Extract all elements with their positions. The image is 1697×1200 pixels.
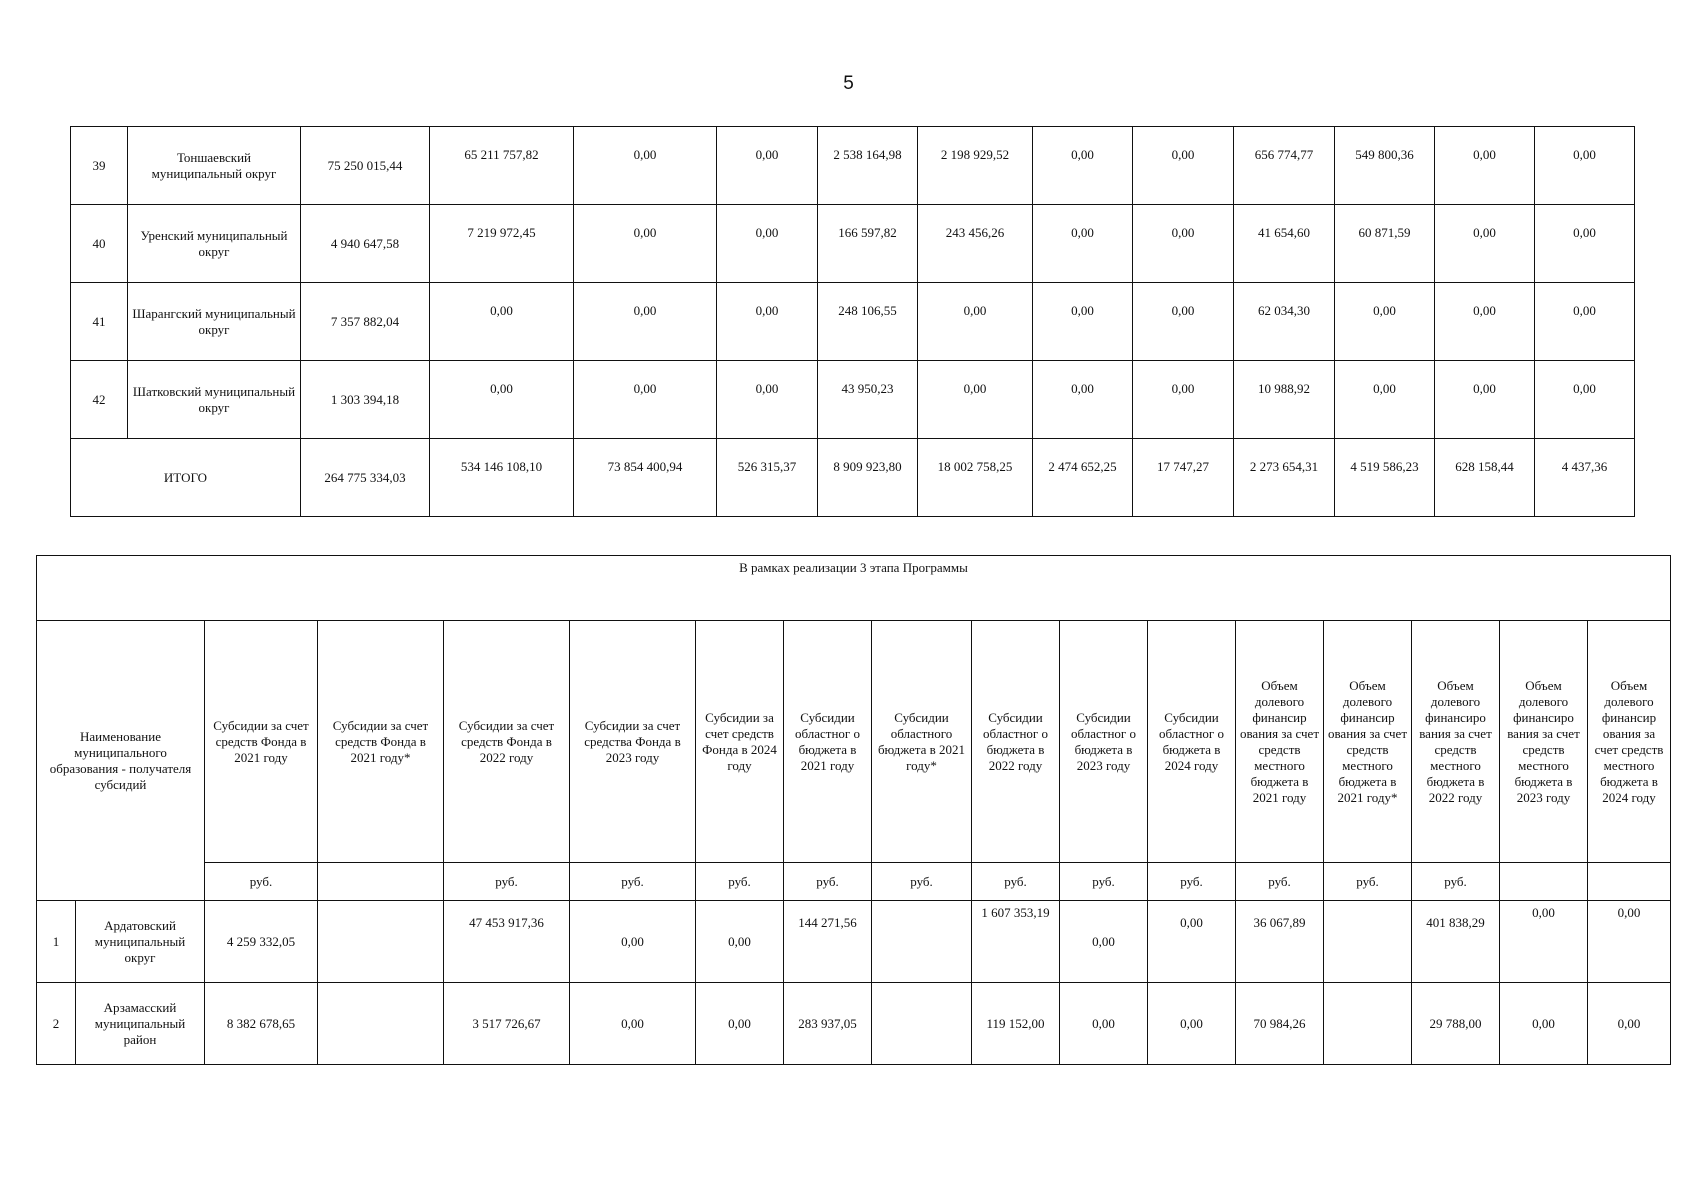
row-number: 1 — [37, 901, 76, 983]
municipality-name: Шатковский муниципальный округ — [128, 361, 301, 439]
total-value-cell: 18 002 758,25 — [918, 439, 1033, 517]
value-cell: 0,00 — [430, 283, 574, 361]
value-cell: 0,00 — [1500, 901, 1588, 983]
municipality-name: Тоншаевский муниципальный округ — [128, 127, 301, 205]
value-cell: 62 034,30 — [1234, 283, 1335, 361]
total-value-cell: 73 854 400,94 — [574, 439, 717, 517]
value-cell: 41 654,60 — [1234, 205, 1335, 283]
value-cell: 70 984,26 — [1236, 983, 1324, 1065]
value-cell: 0,00 — [1335, 283, 1435, 361]
value-cell: 0,00 — [696, 901, 784, 983]
table-title-row — [37, 556, 1671, 621]
value-cell: 144 271,56 — [784, 901, 872, 983]
municipality-name: Арзамасский муниципальный район — [76, 983, 205, 1065]
unit-cell: руб. — [784, 863, 872, 901]
value-cell: 29 788,00 — [1412, 983, 1500, 1065]
value-cell: 3 517 726,67 — [444, 983, 570, 1065]
value-cell: 0,00 — [918, 283, 1033, 361]
column-header: Объем долевого финансиро вания за счет средств местного бюджета в 2023 году — [1500, 621, 1588, 863]
row-number: 41 — [71, 283, 128, 361]
table-row — [71, 205, 1635, 283]
page-number: 5 — [843, 73, 854, 94]
total-value-cell: 2 474 652,25 — [1033, 439, 1133, 517]
column-header: Субсидии за счет средства Фонда в 2023 году — [570, 621, 696, 863]
column-header: Субсидии областног о бюджета в 2024 году — [1148, 621, 1236, 863]
value-cell: 0,00 — [1435, 361, 1535, 439]
value-cell: 0,00 — [1148, 901, 1236, 983]
value-cell: 1 607 353,19 — [972, 901, 1060, 983]
subsidy-table-continued — [70, 126, 1635, 517]
unit-cell — [1500, 863, 1588, 901]
value-cell: 36 067,89 — [1236, 901, 1324, 983]
value-cell: 0,00 — [1148, 983, 1236, 1065]
value-cell: 10 988,92 — [1234, 361, 1335, 439]
value-cell: 656 774,77 — [1234, 127, 1335, 205]
value-cell: 243 456,26 — [918, 205, 1033, 283]
value-cell: 0,00 — [574, 205, 717, 283]
unit-cell: руб. — [1148, 863, 1236, 901]
total-value-cell: 526 315,37 — [717, 439, 818, 517]
value-cell: 0,00 — [696, 983, 784, 1065]
value-cell: 0,00 — [1133, 205, 1234, 283]
value-cell: 1 303 394,18 — [301, 361, 430, 439]
value-cell: 0,00 — [574, 283, 717, 361]
value-cell: 0,00 — [1588, 901, 1671, 983]
value-cell: 0,00 — [1535, 283, 1635, 361]
value-cell: 0,00 — [1060, 901, 1148, 983]
value-cell: 7 219 972,45 — [430, 205, 574, 283]
units-row — [37, 863, 1671, 901]
header-row — [37, 621, 1671, 863]
unit-cell: руб. — [1236, 863, 1324, 901]
column-header: Субсидии за счет средств Фонда в 2021 году* — [318, 621, 444, 863]
column-header: Субсидии областног о бюджета в 2022 году — [972, 621, 1060, 863]
total-value-cell: 8 909 923,80 — [818, 439, 918, 517]
value-cell: 0,00 — [1133, 127, 1234, 205]
value-cell: 0,00 — [1033, 127, 1133, 205]
table-row — [71, 127, 1635, 205]
total-value-cell: 264 775 334,03 — [301, 439, 430, 517]
table-title: В рамках реализации 3 этапа Программы — [37, 556, 1671, 621]
value-cell: 75 250 015,44 — [301, 127, 430, 205]
column-header: Субсидии за счет средств Фонда в 2021 году — [205, 621, 318, 863]
value-cell: 47 453 917,36 — [444, 901, 570, 983]
column-header: Объем долевого финансиро вания за счет средств местного бюджета в 2022 году — [1412, 621, 1500, 863]
stage3-subsidy-table — [36, 555, 1671, 1065]
value-cell: 4 940 647,58 — [301, 205, 430, 283]
total-value-cell: 4 437,36 — [1535, 439, 1635, 517]
value-cell: 0,00 — [1133, 361, 1234, 439]
value-cell: 248 106,55 — [818, 283, 918, 361]
value-cell — [872, 901, 972, 983]
value-cell: 0,00 — [1335, 361, 1435, 439]
value-cell: 0,00 — [1535, 205, 1635, 283]
value-cell: 4 259 332,05 — [205, 901, 318, 983]
value-cell: 401 838,29 — [1412, 901, 1500, 983]
table-row — [71, 283, 1635, 361]
value-cell: 166 597,82 — [818, 205, 918, 283]
total-value-cell: 534 146 108,10 — [430, 439, 574, 517]
value-cell: 60 871,59 — [1335, 205, 1435, 283]
total-label: ИТОГО — [71, 439, 301, 517]
value-cell: 0,00 — [1033, 283, 1133, 361]
value-cell — [1324, 983, 1412, 1065]
value-cell: 549 800,36 — [1335, 127, 1435, 205]
value-cell: 0,00 — [1535, 361, 1635, 439]
value-cell — [318, 983, 444, 1065]
value-cell: 0,00 — [1060, 983, 1148, 1065]
unit-cell: руб. — [696, 863, 784, 901]
value-cell: 65 211 757,82 — [430, 127, 574, 205]
value-cell: 43 950,23 — [818, 361, 918, 439]
column-header: Субсидии областного бюджета в 2021 году* — [872, 621, 972, 863]
value-cell: 0,00 — [1500, 983, 1588, 1065]
value-cell: 0,00 — [717, 205, 818, 283]
value-cell: 283 937,05 — [784, 983, 872, 1065]
value-cell: 2 538 164,98 — [818, 127, 918, 205]
value-cell: 0,00 — [574, 127, 717, 205]
value-cell: 7 357 882,04 — [301, 283, 430, 361]
value-cell: 0,00 — [717, 283, 818, 361]
column-header: Субсидии за счет средств Фонда в 2024 году — [696, 621, 784, 863]
value-cell: 0,00 — [1033, 361, 1133, 439]
municipality-name: Шарангский муниципальный округ — [128, 283, 301, 361]
municipality-name: Ардатовский муниципальный округ — [76, 901, 205, 983]
table-row — [71, 361, 1635, 439]
value-cell: 0,00 — [1588, 983, 1671, 1065]
unit-cell: руб. — [205, 863, 318, 901]
value-cell: 0,00 — [1435, 127, 1535, 205]
unit-cell: руб. — [1324, 863, 1412, 901]
value-cell: 0,00 — [1435, 205, 1535, 283]
value-cell: 0,00 — [1033, 205, 1133, 283]
column-header: Объем долевого финансир ования за счет средств местного бюджета в 2024 году — [1588, 621, 1671, 863]
unit-cell: руб. — [972, 863, 1060, 901]
value-cell: 0,00 — [574, 361, 717, 439]
value-cell: 0,00 — [717, 361, 818, 439]
row-number: 2 — [37, 983, 76, 1065]
name-header: Наименование муниципального образования - получателя субсидий — [37, 621, 205, 901]
total-value-cell: 17 747,27 — [1133, 439, 1234, 517]
column-header: Субсидии областног о бюджета в 2023 году — [1060, 621, 1148, 863]
total-value-cell: 628 158,44 — [1435, 439, 1535, 517]
column-header: Объем долевого финансир ования за счет средств местного бюджета в 2021 году — [1236, 621, 1324, 863]
unit-cell: руб. — [872, 863, 972, 901]
unit-cell — [318, 863, 444, 901]
value-cell: 0,00 — [1435, 283, 1535, 361]
total-value-cell: 4 519 586,23 — [1335, 439, 1435, 517]
municipality-name: Уренский муниципальный округ — [128, 205, 301, 283]
table-row — [37, 901, 1671, 983]
value-cell — [1324, 901, 1412, 983]
unit-cell: руб. — [1412, 863, 1500, 901]
column-header: Субсидии областног о бюджета в 2021 году — [784, 621, 872, 863]
value-cell: 0,00 — [430, 361, 574, 439]
value-cell — [872, 983, 972, 1065]
unit-cell: руб. — [444, 863, 570, 901]
row-number: 42 — [71, 361, 128, 439]
unit-cell — [1588, 863, 1671, 901]
total-row — [71, 439, 1635, 517]
value-cell: 0,00 — [1535, 127, 1635, 205]
value-cell: 0,00 — [717, 127, 818, 205]
value-cell — [318, 901, 444, 983]
value-cell: 0,00 — [918, 361, 1033, 439]
value-cell: 2 198 929,52 — [918, 127, 1033, 205]
row-number: 39 — [71, 127, 128, 205]
row-number: 40 — [71, 205, 128, 283]
value-cell: 0,00 — [570, 983, 696, 1065]
column-header: Субсидии за счет средств Фонда в 2022 году — [444, 621, 570, 863]
value-cell: 0,00 — [570, 901, 696, 983]
unit-cell: руб. — [570, 863, 696, 901]
column-header: Объем долевого финансир ования за счет средств местного бюджета в 2021 году* — [1324, 621, 1412, 863]
value-cell: 0,00 — [1133, 283, 1234, 361]
total-value-cell: 2 273 654,31 — [1234, 439, 1335, 517]
value-cell: 119 152,00 — [972, 983, 1060, 1065]
unit-cell: руб. — [1060, 863, 1148, 901]
table-row — [37, 983, 1671, 1065]
value-cell: 8 382 678,65 — [205, 983, 318, 1065]
